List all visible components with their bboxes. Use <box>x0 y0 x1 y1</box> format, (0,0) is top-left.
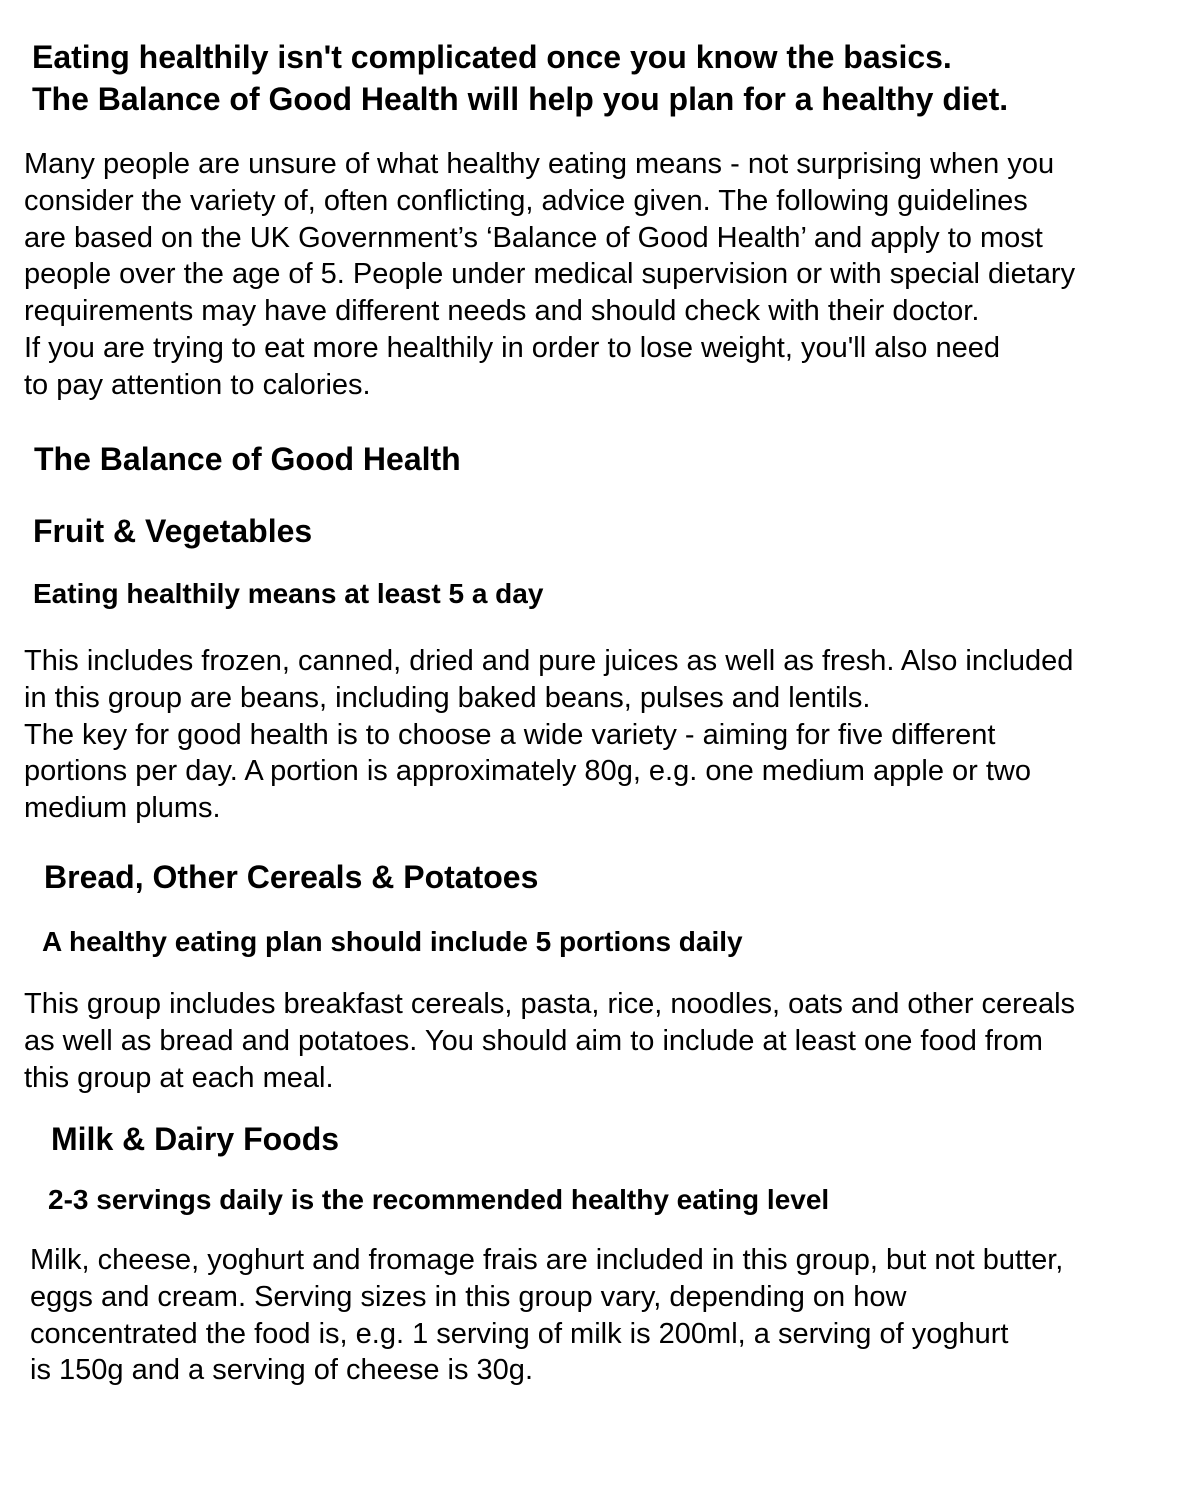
fruit-veg-subtitle: Eating healthily means at least 5 a day <box>33 578 544 609</box>
intro-paragraph-line: consider the variety of, often conflicting, advice given. The following guidelines <box>24 185 1028 217</box>
section-title: The Balance of Good Health <box>34 441 461 477</box>
fruit-veg-title: Fruit & Vegetables <box>33 513 313 549</box>
intro-paragraph-line: people over the age of 5. People under medical supervision or with special dietary <box>24 258 1076 290</box>
milk-dairy-title: Milk & Dairy Foods <box>51 1121 340 1157</box>
intro-paragraph-line: to pay attention to calories. <box>24 369 371 401</box>
milk-dairy-paragraph-line: concentrated the food is, e.g. 1 serving of milk is 200ml, a serving of yoghurt <box>30 1318 1009 1350</box>
fruit-veg-paragraph-line: This includes frozen, canned, dried and pure juices as well as fresh. Also included <box>24 645 1074 677</box>
intro-heading-line-2: The Balance of Good Health will help you plan for a healthy diet. <box>32 81 1009 117</box>
milk-dairy-subtitle: 2-3 servings daily is the recommended healthy eating level <box>48 1184 830 1215</box>
intro-paragraph-line: If you are trying to eat more healthily in order to lose weight, you'll also need <box>24 332 1000 364</box>
intro-paragraph-line: Many people are unsure of what healthy eating means - not surprising when you <box>24 148 1055 180</box>
milk-dairy-paragraph-line: eggs and cream. Serving sizes in this group vary, depending on how <box>30 1281 907 1313</box>
bread-cereals-paragraph-line: this group at each meal. <box>24 1062 334 1094</box>
bread-cereals-title: Bread, Other Cereals & Potatoes <box>44 859 539 895</box>
milk-dairy-paragraph-line: is 150g and a serving of cheese is 30g. <box>30 1354 533 1386</box>
intro-paragraph-line: are based on the UK Government’s ‘Balance of Good Health’ and apply to most <box>24 222 1043 254</box>
fruit-veg-paragraph-line: in this group are beans, including baked beans, pulses and lentils. <box>24 682 871 714</box>
bread-cereals-subtitle: A healthy eating plan should include 5 portions daily <box>42 926 743 957</box>
intro-heading-line-1: Eating healthily isn't complicated once you know the basics. <box>32 39 952 75</box>
bread-cereals-paragraph-line: This group includes breakfast cereals, pasta, rice, noodles, oats and other cereals <box>24 988 1076 1020</box>
fruit-veg-paragraph-line: The key for good health is to choose a wide variety - aiming for five different <box>24 719 996 751</box>
fruit-veg-paragraph-line: medium plums. <box>24 792 221 824</box>
milk-dairy-paragraph-line: Milk, cheese, yoghurt and fromage frais are included in this group, but not butter, <box>30 1244 1064 1276</box>
bread-cereals-paragraph-line: as well as bread and potatoes. You should aim to include at least one food from <box>24 1025 1043 1057</box>
intro-paragraph-line: requirements may have different needs and should check with their doctor. <box>24 295 980 327</box>
fruit-veg-paragraph-line: portions per day. A portion is approximately 80g, e.g. one medium apple or two <box>24 755 1031 787</box>
